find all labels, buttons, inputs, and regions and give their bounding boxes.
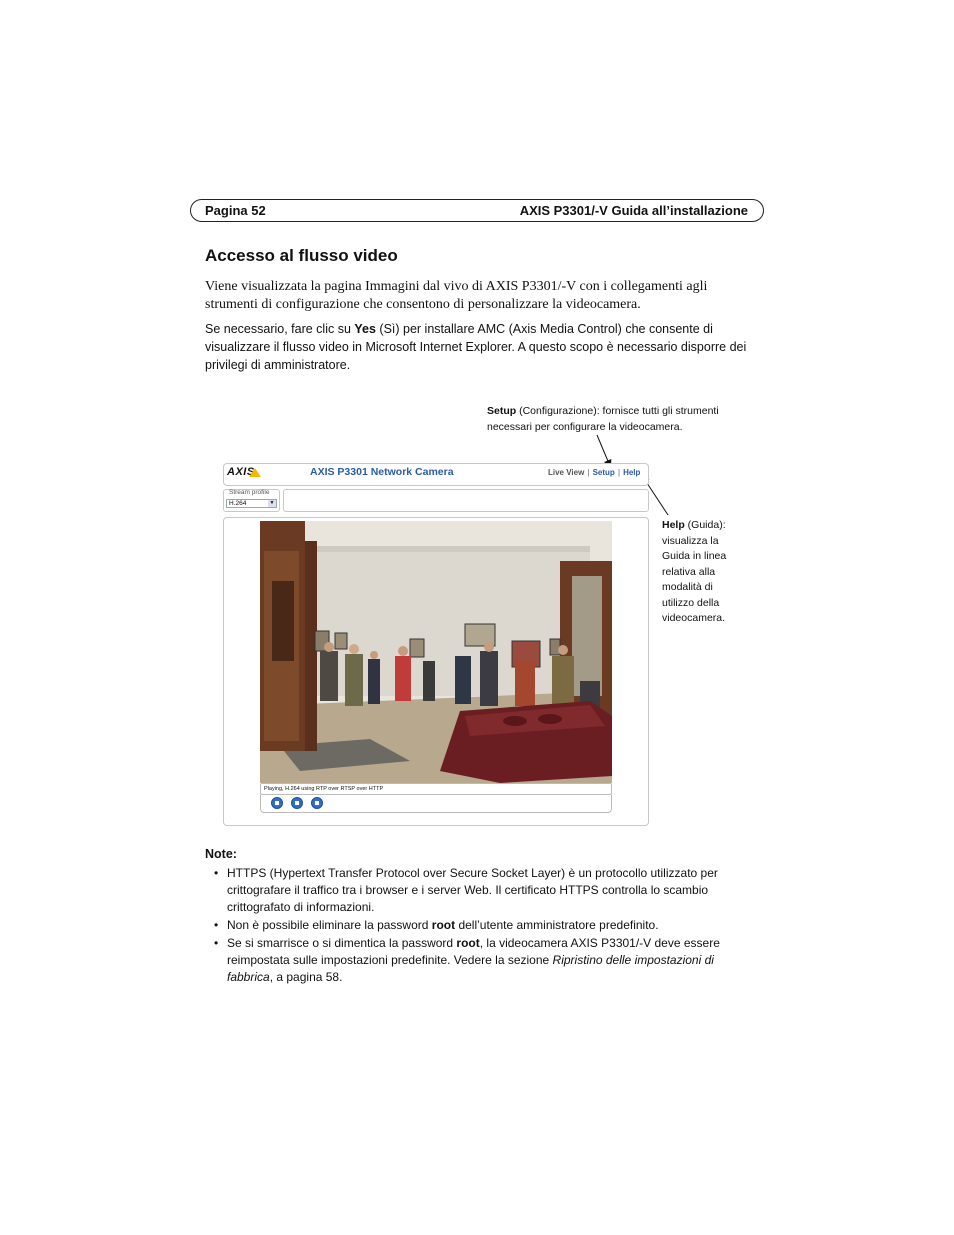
setup-callout: Setup (Configurazione): fornisce tutti gli strumenti necessari per configurare la videocamera. xyxy=(487,405,719,433)
page-number: Pagina 52 xyxy=(205,203,266,218)
note-https: • HTTPS (Hypertext Transfer Protocol over Secure Socket Layer) è un protocollo utilizzato per crittografare il traffico tra i browser e i server Web. Il certificato HTTPS controlla lo scambio crittografato di informazioni. xyxy=(214,865,734,916)
axis-logo: AXIS xyxy=(227,466,255,478)
amc-paragraph: Se necessario, fare clic su Yes (Sì) per installare AMC (Axis Media Control) che consente di visualizzare il flusso video in Microsoft Internet Explorer. A questo scopo è necessario disporre dei privilegi di amministratore. xyxy=(205,322,747,372)
stream-profile-label: Stream profile xyxy=(229,489,270,496)
note-root-reset: • Se si smarrisce o si dimentica la password root, la videocamera AXIS P3301/-V deve essere reimpostata sulle impostazioni predefinite. Vedere la sezione Ripristino delle impostazioni di fabbrica, a pagina 58. xyxy=(214,935,734,986)
section-title: Accesso al flusso video xyxy=(205,246,398,265)
axis-logo-triangle-icon xyxy=(249,468,261,477)
intro-paragraph: Viene visualizzata la pagina Immagini dal vivo di AXIS P3301/-V con i collegamenti agli strumenti di configurazione che consentono di personalizzare la videocamera. xyxy=(205,279,708,312)
camera-toolbar xyxy=(283,489,649,512)
help-callout: Help (Guida): visualizza la Guida in linea relativa alla modalità di utilizzo della videocamera. xyxy=(662,519,727,624)
nav-help[interactable]: Help xyxy=(623,468,641,477)
snapshot-button[interactable] xyxy=(291,797,303,809)
notes-heading: Note: xyxy=(205,847,237,861)
camera-nav: Live View | Setup | Help xyxy=(548,468,641,477)
playback-status: Playing, H.264 using RTP over RTSP over HTTP xyxy=(260,783,612,795)
factory-reset-link[interactable]: Ripristino delle impostazioni di fabbrica xyxy=(227,953,714,984)
document-title: AXIS P3301/-V Guida all’installazione xyxy=(519,203,748,218)
camera-app-title: AXIS P3301 Network Camera xyxy=(310,466,454,478)
yes-term: Yes xyxy=(354,322,376,336)
note-root-delete: • Non è possibile eliminare la password root dell’utente amministratore predefinito. xyxy=(214,917,734,934)
nav-live-view[interactable]: Live View xyxy=(548,468,585,477)
fullscreen-button[interactable] xyxy=(311,797,323,809)
nav-setup[interactable]: Setup xyxy=(592,468,615,477)
stop-button[interactable] xyxy=(271,797,283,809)
notes-list xyxy=(214,865,734,987)
gallery-scene-image xyxy=(260,521,612,783)
setup-arrow xyxy=(597,435,610,466)
chevron-down-icon: ▼ xyxy=(269,500,275,506)
video-stream[interactable] xyxy=(260,521,612,783)
stream-profile-select[interactable]: H.264 ▼ xyxy=(226,499,277,508)
